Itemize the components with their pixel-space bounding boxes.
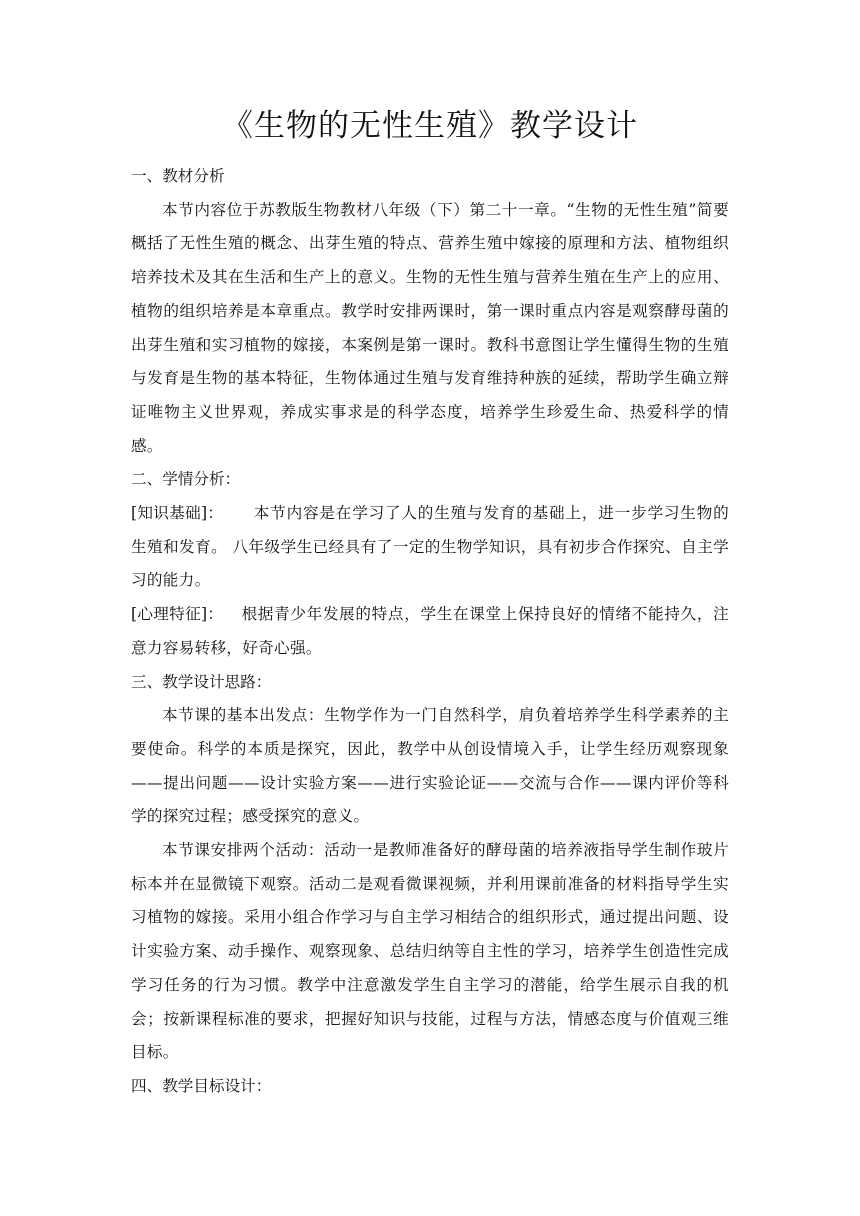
psychological-traits-label: [心理特征]： [131, 605, 224, 624]
section-heading-textbook-analysis: 一、教材分析 [131, 167, 225, 185]
knowledge-basis-text: 本节内容是在学习了人的生殖与发育的基础上，进一步学习生物的生殖和发育。 八年级学生已经具有了一定的生物学知识，具有初步合作探究、自主学习的能力。 [131, 504, 729, 590]
paragraph-knowledge-basis [131, 497, 729, 598]
knowledge-basis-label: [知识基础]： [131, 504, 224, 523]
document-page [131, 100, 729, 1104]
paragraph-design-approach-2: 本节课安排两个活动：活动一是教师准备好的酵母菌的培养液指导学生制作玻片标本并在显微镜下观察。活动二是观看微课视频，并利用课前准备的材料指导学生实习植物的嫁接。采用小组合作学习与自主学习相结合的组织形式，通过提出问题、设计实验方案、动手操作、观察现象、总结归纳等自主性的学习，培养学生创造性完成学习任务的行为习惯。教学中注意激发学生自主学习的潜能，给学生展示自我的机会；按新课程标准的要求，把握好知识与技能，过程与方法，情感态度与价值观三维目标。 [131, 841, 729, 1062]
section-heading-student-analysis: 二、学情分析： [131, 470, 241, 489]
section-heading-teaching-objectives: 四、教学目标设计： [131, 1076, 272, 1095]
paragraph-textbook-analysis: 本节内容位于苏教版生物教材八年级（下）第二十一章。“生物的无性生殖”简要概括了无性生殖的概念、出芽生殖的特点、营养生殖中嫁接的原理和方法、植物组织培养技术及其在生活和生产上的意义。生物的无性生殖与营养生殖在生产上的应用、植物的组织培养是本章重点。教学时安排两课时，第一课时重点内容是观察酵母菌的出芽生殖和实习植物的嫁接，本案例是第一课时。教科书意图让学生懂得生物的生殖与发育是生物的基本特征，生物体通过生殖与发育维持种族的延续，帮助学生确立辩证唯物主义世界观，养成实事求是的科学态度，培养学生珍爱生命、热爱科学的情感。 [131, 200, 729, 455]
paragraph-psychological-traits [131, 598, 729, 665]
section-heading-design-approach: 三、教学设计思路： [131, 672, 272, 691]
document-title: 《生物的无性生殖》教学设计 [222, 108, 638, 144]
psychological-traits-text: 根据青少年发展的特点，学生在课堂上保持良好的情绪不能持久，注意力容易转移，好奇心强。 [131, 605, 729, 657]
paragraph-design-approach-1: 本节课的基本出发点：生物学作为一门自然科学，肩负着培养学生科学素养的主要使命。科学的本质是探究，因此，教学中从创设情境入手，让学生经历观察现象——提出问题——设计实验方案——进行实验论证——交流与合作——课内评价等科学的探究过程；感受探究的意义。 [131, 706, 729, 826]
